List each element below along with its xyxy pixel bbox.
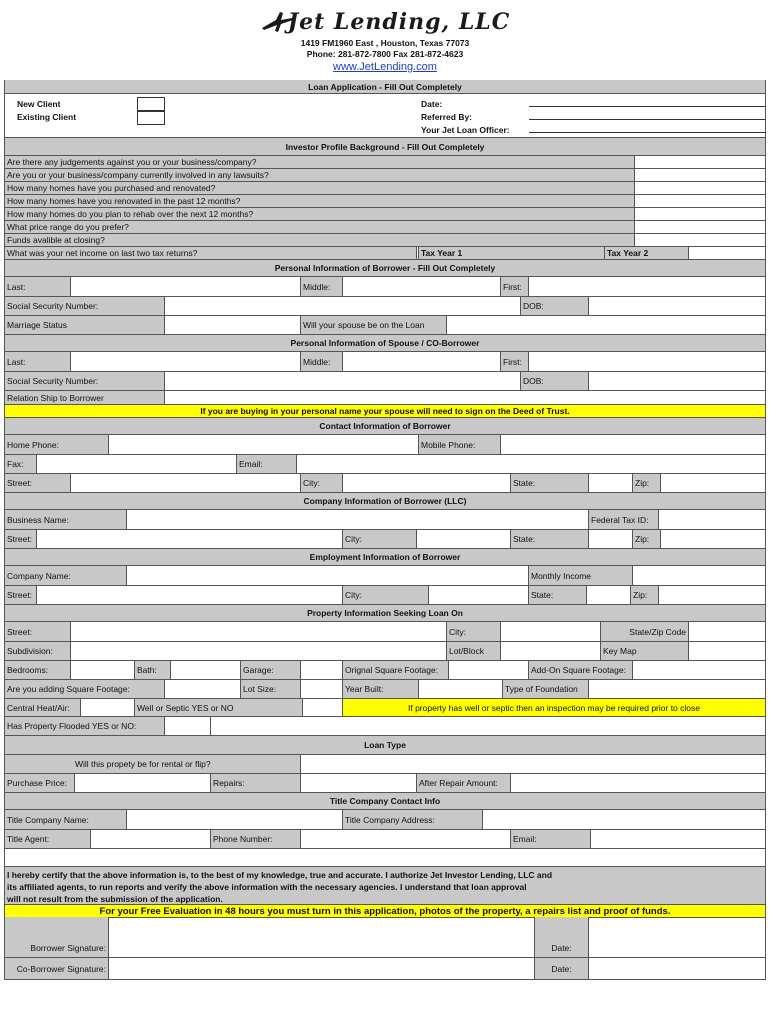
investor-question: Funds avalible at closing? (5, 234, 635, 246)
date-label: Date: (421, 99, 443, 109)
investor-section-header (5, 138, 765, 156)
heat-septic-row (5, 699, 765, 717)
phone-row (5, 435, 765, 455)
bedrooms-field[interactable] (71, 661, 135, 679)
ssn-label: Social Security Number: (5, 297, 165, 315)
home-phone-field[interactable] (109, 435, 419, 454)
borrower-section-header (5, 260, 765, 277)
purchase-price-label: Purchase Price: (5, 774, 75, 792)
state-label: State: (511, 474, 589, 492)
lot-size-field[interactable] (301, 680, 343, 698)
middle-name-label: Middle: (301, 277, 343, 296)
city-label: City: (301, 474, 343, 492)
company-state-label: State: (511, 530, 589, 548)
title-company-section-title: Title Company Contact Info (5, 793, 765, 809)
investor-question-row (5, 169, 765, 182)
foundation-label: Type of Foundation (503, 680, 589, 698)
title-agent-row (5, 830, 765, 849)
subdivision-row (5, 642, 765, 661)
federal-tax-id-field[interactable] (659, 510, 765, 529)
lot-size-label: Lot Size: (241, 680, 301, 698)
lot-block-field[interactable] (501, 642, 601, 660)
new-client-label: New Client (17, 99, 61, 109)
website-link[interactable]: www.JetLending.com (333, 61, 437, 73)
net-income-label: What was your net income on last two tax returns? (5, 247, 417, 259)
first-name-label: First: (501, 277, 529, 296)
middle-name-field[interactable] (343, 277, 501, 296)
loan-officer-field[interactable] (529, 132, 765, 133)
email-label: Email: (237, 455, 297, 473)
title-company-address-label: Title Company Address: (343, 810, 483, 829)
employer-name-field[interactable] (127, 566, 529, 585)
employer-street-label: Street: (5, 586, 37, 604)
subdivision-field[interactable] (71, 642, 447, 660)
title-email-field[interactable] (591, 830, 765, 848)
title-company-address-field[interactable] (483, 810, 765, 829)
relationship-row (5, 391, 765, 405)
date-field[interactable] (529, 106, 765, 107)
garage-field[interactable] (301, 661, 343, 679)
borrower-ssn-row (5, 297, 765, 316)
employer-zip-field[interactable] (659, 586, 765, 604)
email-field[interactable] (297, 455, 765, 473)
referred-by-field[interactable] (529, 119, 765, 120)
property-street-field[interactable] (71, 622, 447, 641)
company-street-field[interactable] (37, 530, 343, 548)
property-street-row (5, 622, 765, 642)
sqft-row (5, 680, 765, 699)
bath-label: Bath: (135, 661, 171, 679)
flooded-row (5, 717, 765, 736)
addon-sqft-field[interactable] (633, 661, 765, 679)
fax-field[interactable] (37, 455, 237, 473)
existing-client-checkbox[interactable] (137, 111, 165, 125)
investor-answer-field[interactable] (635, 195, 765, 207)
adding-sqft-label: Are you adding Square Footage: (5, 680, 165, 698)
employer-street-field[interactable] (37, 586, 343, 604)
key-map-field[interactable] (689, 642, 765, 660)
investor-question-row (5, 156, 765, 169)
dob-field[interactable] (589, 297, 765, 315)
addon-sqft-label: Add-On Square Footage: (529, 661, 633, 679)
referred-by-label: Referred By: (421, 112, 473, 122)
deed-of-trust-notice: If you are buying in your personal name your spouse will need to sign on the Deed of Trust. (5, 405, 765, 417)
zip-field[interactable] (661, 474, 765, 492)
employer-state-label: State: (529, 586, 587, 604)
employer-city-field[interactable] (429, 586, 529, 604)
last-name-label: Last: (5, 277, 71, 296)
spouse-first-name-label: First: (501, 352, 529, 371)
borrower-signature-row (5, 918, 765, 958)
spouse-on-loan-label: Will your spouse be on the Loan (301, 316, 447, 334)
well-septic-field[interactable] (303, 699, 343, 716)
home-phone-label: Home Phone: (5, 435, 109, 454)
spouse-ssn-row (5, 372, 765, 391)
borrower-signature-label: Borrower Signature: (5, 917, 109, 957)
investor-question: How many homes do you plan to rehab over the next 12 months? (5, 208, 635, 220)
mobile-phone-field[interactable] (501, 435, 765, 454)
business-name-row (5, 510, 765, 530)
spouse-last-name-label: Last: (5, 352, 71, 371)
foundation-field[interactable] (589, 680, 765, 698)
state-field[interactable] (589, 474, 633, 492)
spouse-last-name-field[interactable] (71, 352, 301, 371)
contact-section-header (5, 418, 765, 435)
borrower-date-field[interactable] (589, 917, 765, 957)
title-phone-field[interactable] (301, 830, 511, 848)
free-evaluation-notice: For your Free Evaluation in 48 hours you must turn in this application, photos of the property, a repairs list and proof of funds. (5, 905, 765, 917)
relationship-field[interactable] (165, 391, 765, 404)
coborrower-date-label: Date: (535, 958, 589, 979)
rooms-row (5, 661, 765, 680)
loan-officer-label: Your Jet Loan Officer: (421, 125, 510, 135)
subdivision-label: Subdivision: (5, 642, 71, 660)
city-field[interactable] (343, 474, 511, 492)
monthly-income-field[interactable] (633, 566, 765, 585)
spouse-ssn-label: Social Security Number: (5, 372, 165, 390)
property-section-title: Property Information Seeking Loan On (5, 605, 765, 621)
company-street-label: Street: (5, 530, 37, 548)
street-label: Street: (5, 474, 71, 492)
spouse-on-loan-field[interactable] (447, 316, 765, 334)
title-company-name-field[interactable] (127, 810, 343, 829)
company-logo (0, 6, 770, 38)
inspection-notice: If property has well or septic then an inspection may be required prior to close (343, 699, 765, 716)
investor-answer-field[interactable] (635, 221, 765, 233)
tax-year-2-label: Tax Year 2 (605, 247, 689, 259)
well-septic-label: Well or Septic YES or NO (135, 699, 303, 716)
letterhead (0, 6, 770, 74)
relationship-label: Relation Ship to Borrower (5, 391, 165, 404)
company-city-label: City: (343, 530, 417, 548)
investor-question-row (5, 221, 765, 234)
bath-field[interactable] (171, 661, 241, 679)
rental-flip-field[interactable] (301, 755, 765, 773)
company-section-title: Company Information of Borrower (LLC) (5, 493, 765, 509)
company-address-row (5, 530, 765, 549)
spouse-name-row (5, 352, 765, 372)
investor-answer-field[interactable] (635, 234, 765, 246)
logo-text: Jet Lending, LLC (287, 9, 511, 35)
adding-sqft-field[interactable] (165, 680, 241, 698)
form-title: Loan Application - Fill Out Completely (5, 80, 765, 93)
tax-year-1-label: Tax Year 1 (419, 247, 605, 259)
spouse-section-title: Personal Information of Spouse / CO-Borrower (5, 335, 765, 351)
title-company-name-label: Title Company Name: (5, 810, 127, 829)
investor-question-row (5, 195, 765, 208)
state-zip-field[interactable] (689, 622, 765, 641)
employment-section-header (5, 549, 765, 566)
purchase-price-field[interactable] (75, 774, 211, 792)
company-section-header (5, 493, 765, 510)
investor-question: How many homes have you purchased and renovated? (5, 182, 635, 194)
garage-label: Garage: (241, 661, 301, 679)
loan-application-form (4, 80, 766, 980)
employer-row (5, 566, 765, 586)
title-agent-field[interactable] (91, 830, 211, 848)
company-address: 1419 FM1960 East , Houston, Texas 77073 (300, 38, 470, 48)
contact-section-title: Contact Information of Borrower (5, 418, 765, 434)
original-sqft-field[interactable] (449, 661, 529, 679)
title-agent-label: Title Agent: (5, 830, 91, 848)
employer-city-label: City: (343, 586, 429, 604)
coborrower-signature-row (5, 958, 765, 980)
tax-year-2-field[interactable] (689, 247, 765, 259)
rental-flip-label: Will this propety be for rental or flip? (5, 755, 301, 773)
lot-block-label: Lot/Block (447, 642, 501, 660)
marriage-status-row (5, 316, 765, 335)
federal-tax-id-label: Federal Tax ID: (589, 510, 659, 529)
net-income-row (5, 247, 765, 260)
year-built-label: Year Built: (343, 680, 419, 698)
borrower-section-title: Personal Information of Borrower - Fill Out Completely (5, 260, 765, 276)
fax-email-row (5, 455, 765, 474)
borrower-date-label: Date: (535, 917, 589, 957)
certification-line-3: will not result from the submission of the application. (7, 894, 223, 904)
investor-answer-field[interactable] (635, 169, 765, 181)
repairs-label: Repairs: (211, 774, 301, 792)
investor-question: What price range do you prefer? (5, 221, 635, 233)
year-built-field[interactable] (419, 680, 503, 698)
property-city-label: City: (447, 622, 501, 641)
central-heat-field[interactable] (81, 699, 135, 716)
after-repair-label: After Repair Amount: (417, 774, 511, 792)
investor-question: How many homes have you renovated in the past 12 months? (5, 195, 635, 207)
bedrooms-label: Bedrooms: (5, 661, 71, 679)
state-zip-label: State/Zip Code (601, 622, 689, 641)
property-street-label: Street: (5, 622, 71, 641)
investor-question: Are there any judgements against you or your business/company? (5, 156, 635, 168)
after-repair-field[interactable] (511, 774, 765, 792)
loan-type-header (5, 736, 765, 755)
key-map-label: Key Map (601, 642, 689, 660)
employment-section-title: Employment Information of Borrower (5, 549, 765, 565)
deed-notice-row (5, 405, 765, 418)
spouse-middle-name-field[interactable] (343, 352, 501, 371)
title-company-row (5, 810, 765, 830)
flooded-label: Has Property Flooded YES or NO: (5, 717, 165, 735)
property-section-header (5, 605, 765, 622)
repairs-field[interactable] (301, 774, 417, 792)
monthly-income-label: Monthly Income (529, 566, 633, 585)
employer-state-field[interactable] (587, 586, 631, 604)
investor-answer-field[interactable] (635, 208, 765, 220)
title-company-header (5, 793, 765, 810)
employer-zip-label: Zip: (631, 586, 659, 604)
employer-address-row (5, 586, 765, 605)
company-phone: Phone: 281-872-7800 Fax 281-872-4623 (306, 49, 464, 59)
first-name-field[interactable] (529, 277, 765, 296)
rental-flip-row (5, 755, 765, 774)
original-sqft-label: Orignal Square Footage: (343, 661, 449, 679)
investor-answer-field[interactable] (635, 182, 765, 194)
investor-question: Are you or your business/company currently involved in any lawsuits? (5, 169, 635, 181)
company-city-field[interactable] (417, 530, 511, 548)
spouse-ssn-field[interactable] (165, 372, 521, 390)
flooded-field[interactable] (165, 717, 211, 735)
investor-section-title: Investor Profile Background - Fill Out Completely (5, 138, 765, 155)
business-name-label: Business Name: (5, 510, 127, 529)
borrower-signature-field[interactable] (109, 917, 535, 957)
central-heat-label: Central Heat/Air: (5, 699, 81, 716)
spouse-dob-field[interactable] (589, 372, 765, 390)
spouse-section-header (5, 335, 765, 352)
certification-block (5, 867, 765, 905)
street-field[interactable] (71, 474, 301, 492)
form-title-row (5, 80, 765, 94)
investor-question-row (5, 182, 765, 195)
investor-question-row (5, 234, 765, 247)
spouse-dob-label: DOB: (521, 372, 589, 390)
investor-answer-field[interactable] (635, 156, 765, 168)
certification-line-2: its affiliated agents, to run reports and verify the above information with the necessary agencies. I understand that loan approval (7, 882, 527, 892)
existing-client-label: Existing Client (17, 112, 77, 122)
zip-label: Zip: (633, 474, 661, 492)
last-name-field[interactable] (71, 277, 301, 296)
property-city-field[interactable] (501, 622, 601, 641)
certification-line-1: I hereby certify that the above information is, to the best of my knowledge, true and accurate. I authorize Jet Investor Lending, LLC and (7, 870, 553, 880)
spouse-middle-name-label: Middle: (301, 352, 343, 371)
coborrower-date-field[interactable] (589, 958, 765, 979)
ssn-field[interactable] (165, 297, 521, 315)
title-phone-label: Phone Number: (211, 830, 301, 848)
price-row (5, 774, 765, 793)
address-row (5, 474, 765, 493)
employer-name-label: Company Name: (5, 566, 127, 585)
investor-question-row (5, 208, 765, 221)
dob-label: DOB: (521, 297, 589, 315)
client-block (5, 94, 765, 138)
new-client-checkbox[interactable] (137, 97, 165, 111)
coborrower-signature-field[interactable] (109, 958, 535, 979)
company-zip-label: Zip: (633, 530, 661, 548)
spouse-first-name-field[interactable] (529, 352, 765, 371)
coborrower-signature-label: Co-Borrower Signature: (5, 958, 109, 979)
company-state-field[interactable] (589, 530, 633, 548)
marriage-status-field[interactable] (165, 316, 301, 334)
mobile-phone-label: Mobile Phone: (419, 435, 501, 454)
title-email-label: Email: (511, 830, 591, 848)
marriage-status-label: Marriage Status (5, 316, 165, 334)
company-zip-field[interactable] (661, 530, 765, 548)
borrower-name-row (5, 277, 765, 297)
loan-type-title: Loan Type (5, 736, 765, 754)
fax-label: Fax: (5, 455, 37, 473)
business-name-field[interactable] (127, 510, 589, 529)
